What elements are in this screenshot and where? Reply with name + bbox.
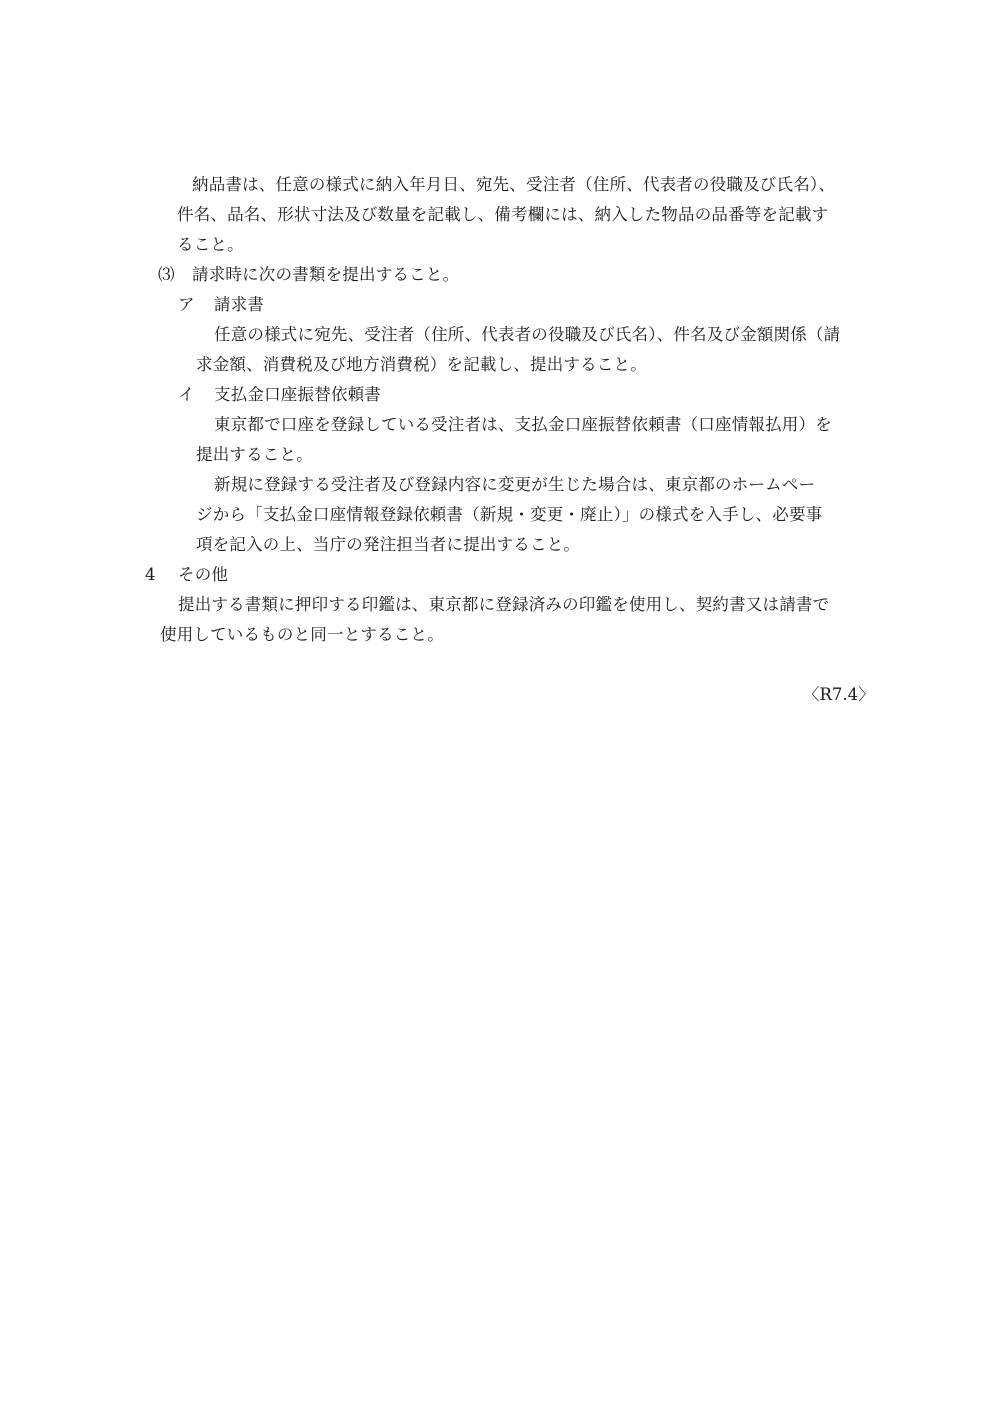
delivery-paragraph-line-3: ること。 — [177, 235, 244, 254]
section-4-line-1: 提出する書類に押印する印鑑は、東京都に登録済みの印鑑を使用し、契約書又は請書で — [178, 595, 830, 614]
item-i-para2-line-1: 新規に登録する受注者及び登録内容に変更が生じた場合は、東京都のホームペー — [214, 475, 816, 494]
section-4-heading: その他 — [178, 565, 229, 584]
item-a-title: 請求書 — [214, 295, 265, 314]
item-i-para2-line-2: ジから「支払金口座情報登録依頼書（新規・変更・廃止）」の様式を入手し、必要事 — [196, 505, 823, 524]
item-i-para1-line-2: 提出すること。 — [196, 445, 313, 464]
revision-mark: 〈R7.4〉 — [803, 685, 875, 704]
section-4-marker: 4 — [145, 565, 156, 584]
section-3-marker: ⑶ — [158, 265, 175, 284]
item-a-line-2: 求金額、消費税及び地方消費税）を記載し、提出すること。 — [196, 355, 647, 374]
section-3-heading: 請求時に次の書類を提出すること。 — [192, 265, 460, 284]
section-4-line-2: 使用しているものと同一とすること。 — [160, 625, 444, 644]
item-a-marker: ア — [178, 295, 195, 314]
delivery-paragraph-line-1: 納品書は、任意の様式に納入年月日、宛先、受注者（住所、代表者の役職及び氏名）、 — [192, 175, 836, 194]
item-i-marker: イ — [178, 385, 195, 404]
item-i-para2-line-3: 項を記入の上、当庁の発注担当者に提出すること。 — [196, 535, 581, 554]
item-i-title: 支払金口座振替依頼書 — [214, 385, 381, 404]
item-a-line-1: 任意の様式に宛先、受注者（住所、代表者の役職及び氏名）、件名及び金額関係（請 — [214, 325, 841, 344]
delivery-paragraph-line-2: 件名、品名、形状寸法及び数量を記載し、備考欄には、納入した物品の品番等を記載す — [177, 205, 829, 224]
item-i-para1-line-1: 東京都で口座を登録している受注者は、支払金口座振替依頼書（口座情報払用）を — [214, 415, 832, 434]
